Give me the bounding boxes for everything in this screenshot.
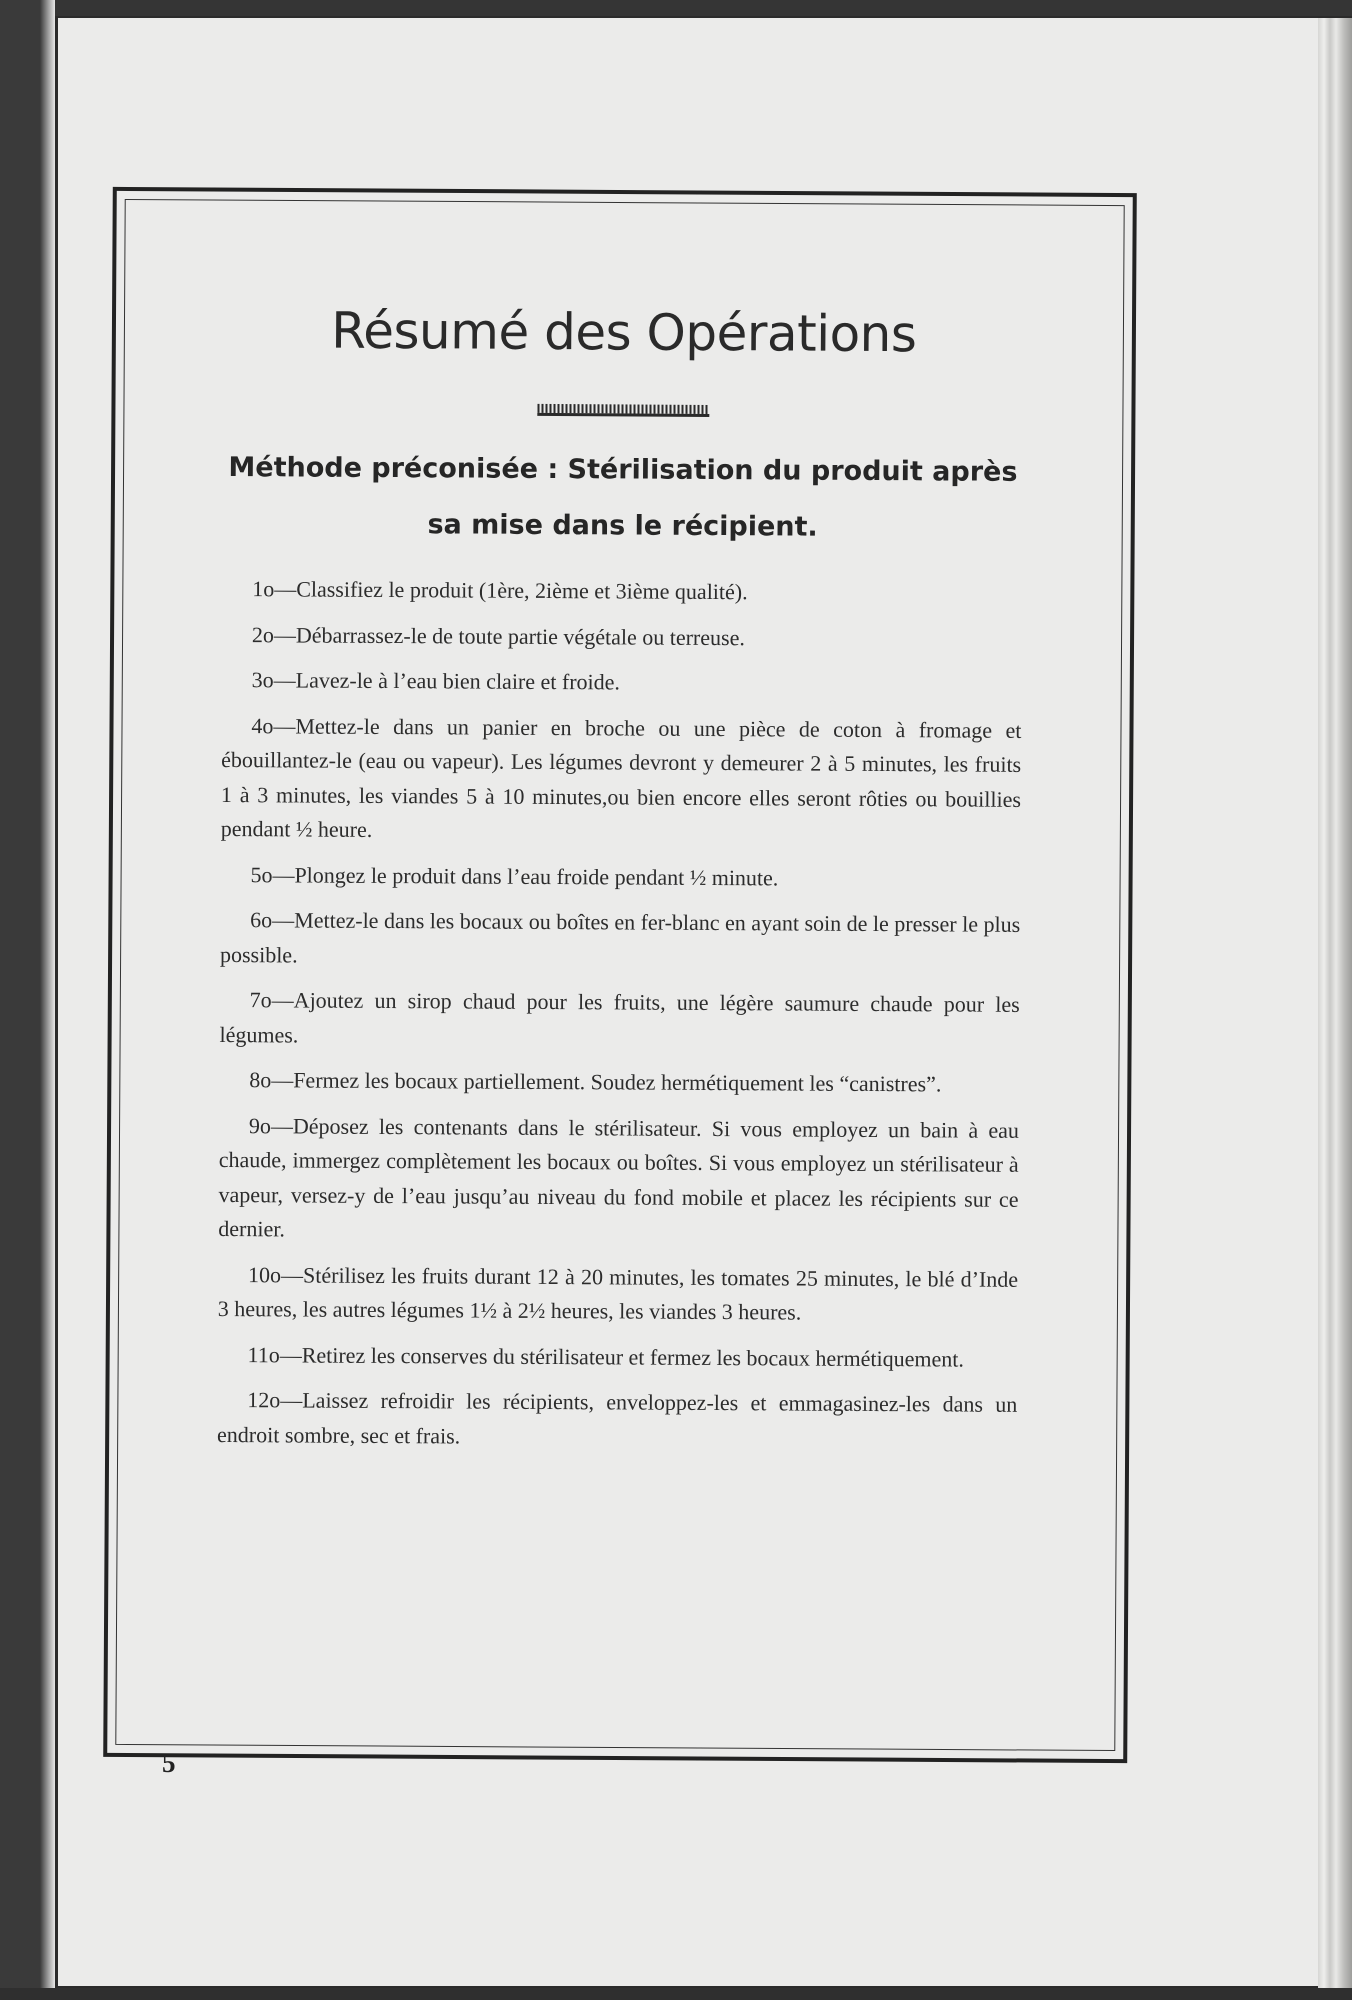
- step-2: 2o—Débarrassez-le de toute partie végétale ou terreuse.: [251, 621, 745, 650]
- scan-border-left: [0, 0, 55, 2000]
- page-number: 5: [162, 1748, 176, 1778]
- step-4: 4o—Mettez-le dans un panier en broche ou une pièce de coton à fromage et ébouillantez-le (eau ou vapeur). Les légumes devront y demeurer 2 à 5 minutes, les fruits 1 à 3 minutes, les viandes 5 à 10 minutes,ou bien encore elles seront rôties ou bouillies pendant ½ heure.: [220, 712, 1022, 842]
- step-11: 11o—Retirez les conserves du stérilisateur et fermez les bocaux hermétiquement.: [247, 1341, 964, 1372]
- step-10: 10o—Stérilisez les fruits durant 12 à 20 minutes, les tomates 25 minutes, le blé d’Inde 3 heures, les autres légumes 1½ à 2½ heures, les viandes 3 heures.: [217, 1261, 1019, 1325]
- step-7: 7o—Ajoutez un sirop chaud pour les fruits, une légère saumure chaude pour les légumes.: [219, 987, 1020, 1047]
- method-subtitle-line-1: Méthode préconisée : Stérilisation du produit après: [228, 452, 1018, 488]
- page-title: Résumé des Opérations: [331, 301, 917, 364]
- step-1: 1o—Classifiez le produit (1ère, 2ième et 3ième qualité).: [252, 576, 748, 605]
- scan-border-bottom: [0, 1988, 1352, 2000]
- step-12: 12o—Laissez refroidir les récipients, enveloppez-les et emmagasinez-les dans un endroit sombre, sec et frais.: [216, 1387, 1018, 1448]
- step-9: 9o—Déposez les contenants dans le stérilisateur. Si vous employez un bain à eau chaude, immergez complètement les bocaux ou boîtes. Si vous employez un stérilisateur à vapeur, versez-y de l’eau jusqu’au niveau du fond mobile et placez les récipients sur ce dernier.: [218, 1112, 1020, 1242]
- step-6: 6o—Mettez-le dans les bocaux ou boîtes en fer-blanc en ayant soin de le presser le plus possible.: [219, 907, 1021, 967]
- page-content: [217, 300, 1024, 1468]
- step-5: 5o—Plongez le produit dans l’eau froide pendant ½ minute.: [250, 861, 779, 890]
- page-stack-edge: [1318, 18, 1352, 1988]
- method-subtitle: [222, 440, 1023, 557]
- title-ornament: [537, 404, 709, 417]
- scan-border-top: [0, 0, 1352, 16]
- step-3: 3o—Lavez-le à l’eau bien claire et froide.: [251, 667, 621, 695]
- steps-list: [217, 572, 1022, 1457]
- step-8: 8o—Fermez les bocaux partiellement. Soudez hermétiquement les “canistres”.: [249, 1067, 942, 1097]
- method-subtitle-line-2: sa mise dans le récipient.: [427, 509, 818, 543]
